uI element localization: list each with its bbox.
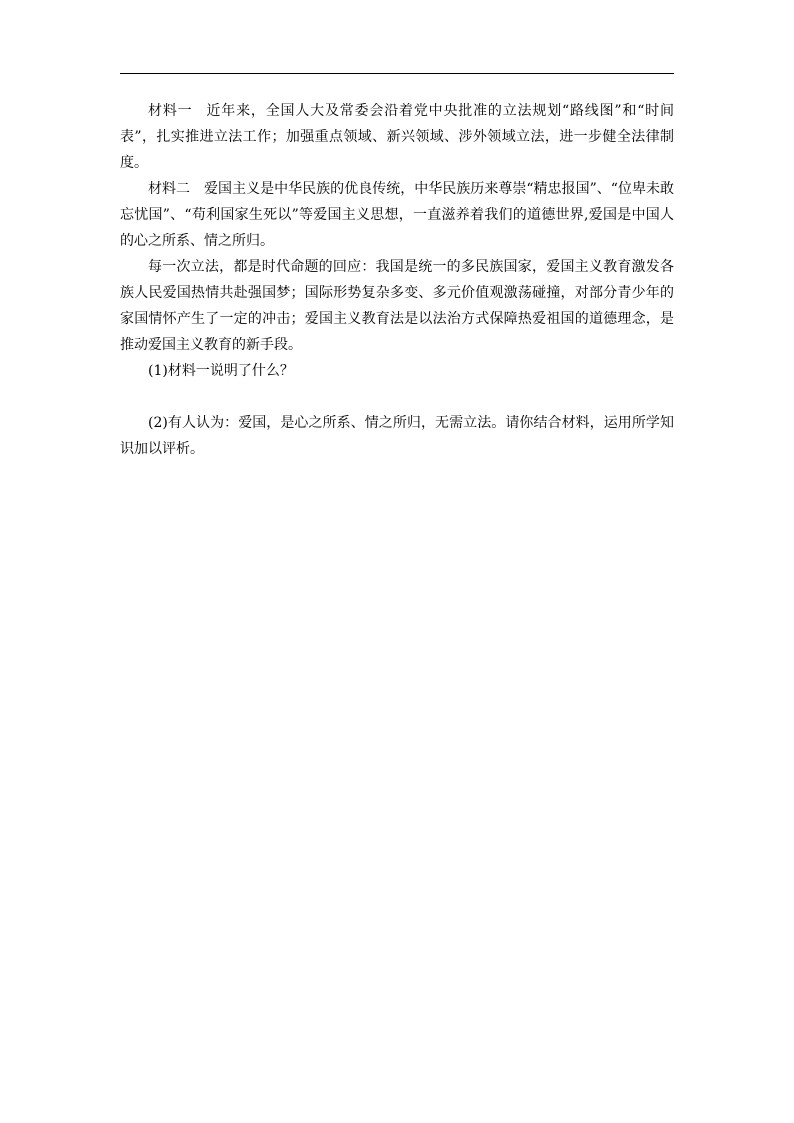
material-one-paragraph: [120, 98, 674, 176]
material-two-paragraph: [120, 176, 674, 254]
material-two-continuation: 每一次立法，都是时代命题的回应：我国是统一的多民族国家，爱国主义教育激发各族人民爱国热情共赴强国梦；国际形势复杂多变、多元价值观激荡碰撞，对部分青少年的家国情怀产生了一定的冲击；爱国主义教育法是以法治方式保障热爱祖国的道德理念，是推动爱国主义教育的新手段。: [120, 259, 674, 353]
question-one: (1)材料一说明了什么？: [148, 363, 294, 379]
answer-space: [120, 384, 674, 410]
material-one-text: 近年来，全国人大及常委会沿着党中央批准的立法规划“路线图”和“时间表”，扎实推进立法工作；加强重点领域、新兴领域、涉外领域立法，进一步健全法律制度。: [120, 103, 674, 171]
question-two: (2)有人认为：爱国，是心之所系、情之所归，无需立法。请你结合材料，运用所学知识加以评析。: [120, 415, 674, 457]
material-two-label: 材料二: [148, 181, 191, 197]
document-body: [120, 98, 674, 462]
material-two-text: 爱国主义是中华民族的优良传统，中华民族历来尊崇“精忠报国”、“位卑未敢忘忧国”、“苟利国家生死以”等爱国主义思想，一直滋养着我们的道德世界,爱国是中国人的心之所系、情之所归。: [120, 181, 674, 249]
material-one-label: 材料一: [148, 103, 193, 119]
header-rule: [120, 73, 674, 74]
